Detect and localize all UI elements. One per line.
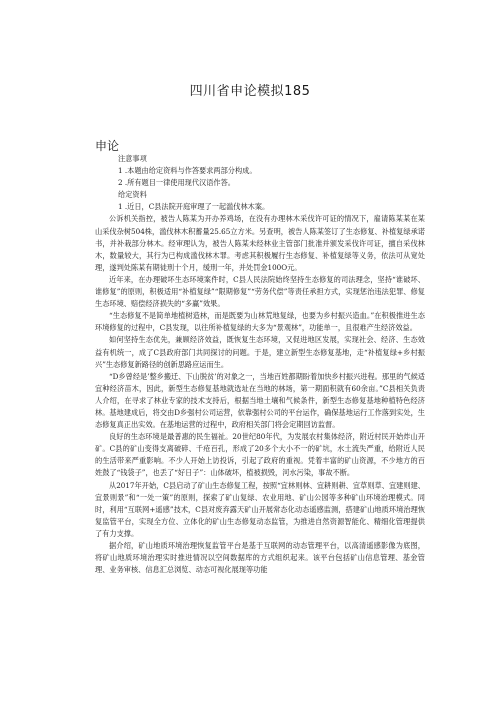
paragraph: 注意事项 [118, 154, 147, 163]
page-title: 四川省申论模拟185 [189, 84, 311, 99]
paragraph: 给定资料 [118, 190, 147, 200]
paragraph: 如何坚持生态优先，兼顾经济效益，既恢复生态环境，又促进地区发展，实现社会、经济、生态效益有机统一，成了C县政府部门共同探讨的问题。于是，建立新型生态修复基地，走“补植复绿+乡村振兴”生态修复新路径的创新思路应运而生。 [95, 335, 425, 369]
paragraph: 1 .近日，C县法院开庭审理了一起滥伐林木案。 [118, 202, 270, 212]
paragraph: 良好的生态环境是最普惠的民生福祉。20世纪80年代，为发展农村集体经济，附近村民开始炸山开矿。C县的矿山变得支离破碎、千疮百孔，形成了20多个大小不一的矿坑，水土流失严重，给附近人民的生活带来严重影响。不少人开始上访投诉，引起了政府的重视。凭着丰富的矿山资源，不少地方的百姓鼓了“钱袋子”，也丢了“好日子”：山体破坏，植被损毁，河水污染，事故不断。 [95, 432, 425, 478]
paragraph: “D乡曾经是’整乡搬迁、下山脱贫’的对象之一，当地百姓都期盼着加快乡村振兴进程。那里的气候适宜种经济苗木，因此，新型生态修复基地就选址在当地的林场，第一期面积就有60余亩。”C县相关负责人介绍，在寻求了林业专家的技术支持后，根据当地土壤和气候条件，新型生态修复基地种植特色经济林。基地建成后，将交由D乡强村公司运营，依靠强村公司的平台运作，确保基地运行工作落到实处，生态修复真正出实效。在基地运营的过程中，政府相关部门将会定期回访监督。 [95, 371, 425, 430]
paragraph: 据介绍，矿山地质环境治理恢复监管平台是基于互联网的动态管理平台，以高清遥感影像为底图，将矿山地质环境治理实时推进情况以空间数据库的方式组织起来。该平台包括矿山信息管理、基金管理、业务审核、信息汇总浏览、动态可视化展现等功能 [95, 541, 425, 575]
paragraph: 公诉机关指控，被告人陈某为开办养鸡场，在没有办理林木采伐许可证的情况下，雇请陈某某在某山采伐杂树504株，滥伐林木积蓄量25.65立方米。另查明，被告人陈某签订了生态修复、补植复绿承诺书，并补栽部分林木。经审理认为，被告人陈某未经林业主管部门批准并颁发采伐许可证，擅自采伐林木，数量较大，其行为已构成滥伐林木罪。考虑其积极履行生态修复、补植复绿等义务，依法可从宽处理，遂判处陈某有期徒刑十个月，缓刑一年，并处罚金100O元。 [95, 214, 425, 272]
paragraph: “生态修复不是简单地植树造林，而是既要为山林荒地复绿，也要为乡村振兴造血。”在积极推进生态环境修复的过程中，C县发现，以往所补植复绿的大多为“景观林”，功能单一，且很难产生经济效益。 [95, 311, 425, 333]
paragraph: 近年来，在办理破坏生态环境案件时，C县人民法院始终坚持生态修复的司法理念，坚持“谁破坏、谁修复”的原则，积极适用“补植复绿”“限期修复”“劳务代偿”等责任承担方式，实现惩治违法犯罪、修复生态环境、赔偿经济损失的“多赢”效果。 [95, 274, 425, 309]
paragraph: 1 .本题由给定资料与作答要求两部分构成。 [118, 166, 257, 176]
paragraph: 从2017年开始，C县启动了矿山生态修复工程，按照“宜林则林、宜耕则耕、宜草则草、宜建则建、宜景则景”和“一处一策”的原则，探索了矿山复绿、农业用地、矿山公园等多种矿山环境治理模式。同时，利用“互联网+遥感”技术，C县对废弃露天矿山开展常态化动态遥感监测，搭建矿山地质环境治理恢复监管平台，实现全方位、立体化的矿山生态修复动态监管，为推进自然资源智能化、精细化管理提供了有力支撑。 [95, 480, 425, 538]
paragraph: 2 .所有题目一律使用现代汉语作答。 [118, 178, 235, 188]
document-body [95, 153, 425, 576]
section-heading: 申论 [95, 139, 120, 153]
